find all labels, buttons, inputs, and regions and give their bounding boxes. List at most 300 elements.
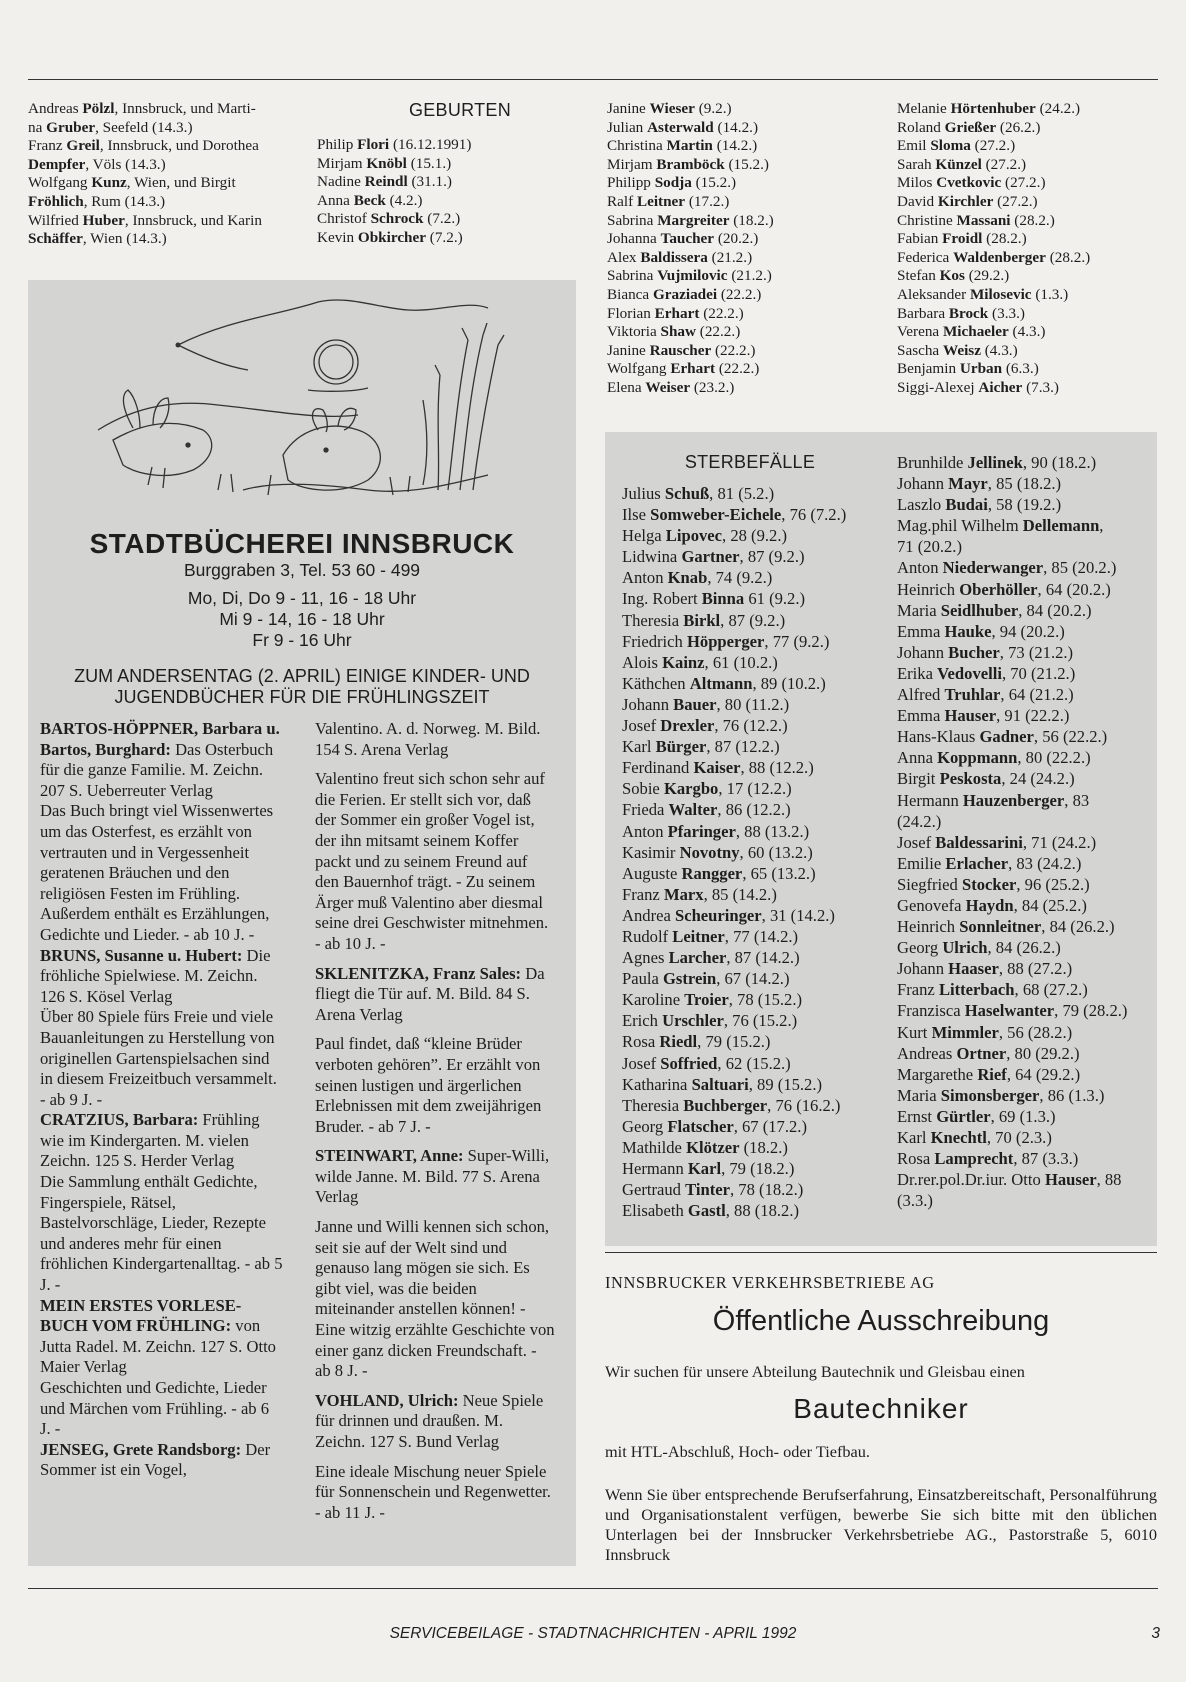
- text-run: (3.3.): [897, 1191, 933, 1211]
- bold-name: Milosevic: [969, 285, 1032, 303]
- list-line: [28, 193, 298, 212]
- bold-name: Gürtler: [936, 1106, 991, 1126]
- text-run: , 84 (20.2.): [1018, 600, 1092, 620]
- bold-name: Kargbo: [663, 779, 719, 799]
- book-paragraph: [40, 1378, 283, 1440]
- text-run: Der Sommer ist ein Vogel,: [40, 1439, 271, 1480]
- text-run: , 56 (22.2.): [1033, 727, 1108, 747]
- list-line: [897, 267, 1167, 286]
- list-line: [622, 1053, 884, 1074]
- text-run: , 70 (2.3.): [986, 1128, 1052, 1147]
- text-run: , Wien, und Birgit: [126, 174, 236, 192]
- text-run: Karl: [622, 737, 656, 757]
- list-line: [897, 119, 1167, 138]
- text-run: Andreas: [28, 100, 83, 117]
- text-run: Barbara: [897, 304, 949, 322]
- text-run: , 79 (15.2.): [697, 1032, 771, 1052]
- text-run: Rudolf: [622, 926, 673, 946]
- bold-name: Tinter: [685, 1180, 730, 1200]
- text-run: Katharina: [622, 1074, 692, 1094]
- text-run: Johann: [897, 959, 949, 979]
- text-run: Siegfried: [897, 874, 962, 894]
- bold-name: Leitner: [636, 192, 686, 210]
- text-run: Da fliegt die Tür auf. M. Bild. 84 S. Arena Verlag: [315, 963, 545, 1024]
- list-line: [897, 1127, 1159, 1148]
- bold-name: Binna: [701, 589, 745, 609]
- text-run: Birgit: [897, 769, 940, 789]
- text-run: Kevin: [317, 228, 358, 246]
- list-line: [622, 736, 884, 757]
- text-run: , 79 (28.2.): [1054, 1001, 1128, 1021]
- marriages-list: [28, 100, 298, 249]
- list-line: [607, 230, 877, 249]
- text-run: , 88 (12.2.): [740, 758, 814, 778]
- text-run: , Rum (14.3.): [83, 192, 166, 210]
- book-paragraph: [40, 719, 283, 801]
- text-run: Karl: [897, 1128, 931, 1147]
- list-line: [897, 853, 1159, 874]
- text-run: , 79 (18.2.): [721, 1159, 795, 1178]
- bold-name: Lipovec: [665, 526, 723, 546]
- bold-name: BRUNS, Susanne u. Hubert:: [40, 945, 243, 965]
- bold-name: Kunz: [91, 174, 127, 192]
- text-run: (31.1.): [407, 173, 452, 191]
- text-run: , Innsbruck, und Dorothea: [99, 137, 259, 155]
- list-line: [607, 119, 877, 138]
- list-line: [622, 673, 884, 694]
- bold-name: Sodja: [654, 174, 692, 192]
- text-run: Josef: [622, 1053, 661, 1073]
- text-run: Das Buch bringt viel Wissenwertes um das Osterfest, es erzählt von vertrauten und in Vergessenheit geratenen Bräuchen und den religiösen Festen im Frühling. Außerdem enthält es Erzählungen, Gedichte und Lieder. - ab 10 J. -: [40, 801, 274, 944]
- text-run: (22.2.): [717, 285, 762, 303]
- text-run: Roland: [897, 118, 945, 136]
- bold-name: Pölzl: [82, 100, 115, 117]
- text-run: Helga: [622, 526, 666, 546]
- list-line: [622, 842, 884, 863]
- book-paragraph: [315, 1217, 555, 1382]
- bold-name: Gartner: [681, 547, 740, 567]
- text-run: (22.2.): [715, 360, 760, 378]
- list-line: [622, 968, 884, 989]
- text-run: (28.2.): [1045, 248, 1091, 266]
- list-line: [897, 249, 1167, 268]
- text-run: (26.2.): [996, 118, 1041, 136]
- text-run: Federica: [897, 248, 954, 266]
- list-line: [622, 778, 884, 799]
- bold-name: Baldissera: [640, 248, 708, 266]
- list-line: [897, 874, 1159, 895]
- text-run: (24.2.): [1035, 100, 1081, 117]
- text-run: Die fröhliche Spielwiese. M. Zeichn. 126 S. Kösel Verlag: [40, 945, 271, 1006]
- list-line: [897, 832, 1159, 853]
- list-line: [897, 600, 1159, 621]
- bold-name: Soffried: [660, 1053, 718, 1073]
- list-line: [622, 525, 884, 546]
- text-run: Philipp: [607, 174, 655, 192]
- list-line: [897, 174, 1167, 193]
- text-run: Christof: [317, 210, 371, 228]
- list-line: [897, 100, 1167, 119]
- list-line: [317, 229, 557, 248]
- text-run: Ing. Robert: [622, 589, 702, 609]
- list-line: [897, 452, 1159, 473]
- text-run: Christine: [897, 211, 957, 229]
- text-run: , 87 (9.2.): [720, 610, 786, 630]
- text-run: Kurt: [897, 1022, 932, 1042]
- text-run: 61 (9.2.): [744, 589, 806, 609]
- bold-name: Erhart: [654, 304, 700, 322]
- text-run: , 28 (9.2.): [722, 526, 787, 546]
- list-line: [897, 705, 1159, 726]
- text-run: , 78 (15.2.): [728, 990, 803, 1010]
- text-run: Florian: [607, 304, 655, 322]
- text-run: na: [28, 118, 47, 136]
- text-run: (29.2.): [964, 267, 1010, 285]
- list-line: [897, 747, 1159, 768]
- text-run: Heinrich: [897, 579, 960, 599]
- text-run: (22.2.): [699, 304, 744, 322]
- bold-name: Reindl: [364, 173, 408, 191]
- text-run: Neue Spiele für drinnen und draußen. M. Zeichn. 127 S. Bund Verlag: [315, 1390, 544, 1451]
- text-run: Brunhilde: [897, 453, 968, 472]
- text-run: , Völs (14.3.): [85, 155, 166, 173]
- text-run: Erika: [897, 663, 938, 683]
- bold-name: Wieser: [649, 100, 695, 117]
- text-run: Bianca: [607, 285, 653, 303]
- text-run: Josef: [622, 716, 661, 736]
- list-line: [897, 979, 1159, 1000]
- text-run: , 86 (12.2.): [717, 800, 791, 820]
- text-run: (17.2.): [685, 192, 730, 210]
- text-run: Anna: [317, 191, 354, 209]
- text-run: (24.2.): [897, 811, 942, 831]
- list-line: [897, 1169, 1159, 1190]
- text-run: (27.2.): [993, 192, 1038, 210]
- bold-name: Urschler: [662, 1011, 724, 1031]
- book-paragraph: [315, 719, 555, 760]
- text-run: (1.3.): [1031, 285, 1069, 303]
- text-run: (28.2.): [982, 230, 1027, 248]
- list-line: [897, 323, 1167, 342]
- bold-name: STEINWART, Anne:: [315, 1146, 464, 1166]
- text-run: Johanna: [607, 230, 661, 248]
- bold-name: Pfaringer: [667, 821, 736, 841]
- text-run: Johann: [622, 694, 674, 714]
- bottom-rule: [28, 1588, 1158, 1589]
- bold-name: Margreiter: [657, 211, 730, 229]
- list-line: [607, 100, 877, 119]
- text-run: , Innsbruck, und Karin: [124, 211, 262, 229]
- bold-name: Haselwanter: [964, 1001, 1055, 1021]
- text-run: (23.2.): [690, 378, 735, 396]
- bold-name: Lamprecht: [934, 1149, 1014, 1169]
- text-run: Elena: [607, 378, 646, 396]
- text-run: Alex: [607, 248, 641, 266]
- ad-intro: Wir suchen für unsere Abteilung Bautechnik und Gleisbau einen: [605, 1362, 1025, 1381]
- book-paragraph: [315, 1462, 555, 1524]
- text-run: , 80 (11.2.): [716, 694, 790, 714]
- bold-name: Leitner: [672, 926, 725, 946]
- text-run: Mirjam: [317, 154, 367, 172]
- text-run: Heinrich: [897, 917, 960, 937]
- text-run: Stefan: [897, 267, 940, 285]
- ad-top-rule: [605, 1252, 1157, 1253]
- text-run: Nadine: [317, 173, 365, 191]
- list-line: [607, 156, 877, 175]
- text-run: Margarethe: [897, 1064, 978, 1084]
- bold-name: Marx: [663, 884, 704, 904]
- text-run: Emma: [897, 706, 945, 726]
- book-paragraph: [315, 769, 555, 954]
- text-run: Wilfried: [28, 211, 83, 229]
- list-line: [897, 230, 1167, 249]
- text-run: Über 80 Spiele fürs Freie und viele Bauanleitungen zu Herstellung von originellen Gartenspielsachen sind in diesem Freizeitbuch versammelt. - ab 9 J. -: [40, 1007, 277, 1109]
- list-line: [622, 1200, 884, 1221]
- text-run: Paula: [622, 969, 664, 989]
- page-number: 3: [1151, 1625, 1160, 1642]
- text-run: , 85 (18.2.): [987, 474, 1062, 494]
- text-run: Mirjam: [607, 155, 657, 173]
- text-run: ,: [1099, 516, 1104, 536]
- text-run: , 84 (25.2.): [1013, 895, 1087, 915]
- list-line: [897, 1022, 1159, 1043]
- list-line: [622, 546, 884, 567]
- text-run: Emma: [897, 621, 945, 641]
- text-run: Valentino freut sich schon sehr auf die Ferien. Er stellt sich vor, daß der Sommer ein großer Vogel ist, der ihn mitsamt seinem Koffer packt und zu seinem Freund auf den Bauernhof trägt. - Zu seinem Ärger muß Valentino aber diesmal seine drei Geschwister mitnehmen. - ab 10 J. -: [315, 769, 549, 953]
- text-run: , 88 (18.2.): [725, 1201, 799, 1221]
- bold-name: BARTOS-HÖPPNER, Barbara u. Bartos, Burghard:: [40, 719, 280, 759]
- text-run: , 88 (13.2.): [735, 821, 810, 841]
- text-run: Franz: [897, 980, 939, 1000]
- list-line: [897, 663, 1159, 684]
- list-line: [317, 155, 557, 174]
- bold-name: Höpperger: [686, 631, 765, 651]
- list-line: [317, 210, 557, 229]
- text-run: (4.2.): [385, 191, 423, 209]
- bold-name: Greil: [66, 137, 100, 155]
- text-run: Benjamin: [897, 360, 960, 378]
- list-line: [897, 212, 1167, 231]
- text-run: Karoline: [622, 990, 685, 1010]
- text-run: , 85 (14.2.): [703, 884, 777, 904]
- list-line: [607, 212, 877, 231]
- text-run: , 96 (25.2.): [1016, 874, 1090, 894]
- text-run: Milos: [897, 174, 937, 192]
- text-run: , 88: [1096, 1170, 1122, 1190]
- bold-name: Kaiser: [693, 758, 741, 778]
- text-run: Kasimir: [622, 842, 680, 862]
- text-run: , 87 (3.3.): [1013, 1149, 1079, 1169]
- text-run: Fabian: [897, 230, 943, 248]
- library-hours-friday: Fr 9 - 16 Uhr: [252, 630, 352, 650]
- bold-name: Knechtl: [930, 1128, 987, 1147]
- text-run: Viktoria: [607, 323, 661, 341]
- bold-name: Haydn: [965, 895, 1014, 915]
- list-line: [897, 768, 1159, 789]
- book-paragraph: [40, 1110, 283, 1172]
- text-run: Anton: [622, 821, 668, 841]
- bold-name: Grießer: [944, 118, 997, 136]
- bold-name: Rangger: [681, 863, 743, 883]
- book-paragraph: [40, 1296, 283, 1378]
- bold-name: Scheuringer: [674, 905, 762, 925]
- bold-name: Gadner: [979, 727, 1034, 747]
- text-run: , 64 (29.2.): [1006, 1064, 1081, 1084]
- text-run: , 77 (9.2.): [764, 631, 830, 651]
- births-column-1: [317, 136, 557, 248]
- list-line: [622, 926, 884, 947]
- list-line: [622, 588, 884, 609]
- bold-name: Bramböck: [656, 155, 725, 173]
- text-run: Maria: [897, 1085, 941, 1105]
- list-line: [622, 1031, 884, 1052]
- text-run: , 65 (13.2.): [742, 863, 816, 883]
- library-headline: [28, 666, 576, 708]
- list-line: [897, 1000, 1159, 1021]
- bold-name: Truhlar: [944, 685, 1001, 705]
- bold-name: Rauscher: [649, 341, 712, 359]
- bold-name: Taucher: [660, 230, 715, 248]
- text-run: Anna: [897, 748, 938, 768]
- text-run: Julian: [607, 118, 648, 136]
- text-run: , 94 (20.2.): [991, 621, 1065, 641]
- text-run: Wolfgang: [607, 360, 671, 378]
- list-line: [607, 174, 877, 193]
- bold-name: Peskosta: [939, 769, 1002, 789]
- bold-name: Bürger: [655, 737, 707, 757]
- list-line: [897, 286, 1167, 305]
- text-run: , 80 (22.2.): [1017, 748, 1091, 768]
- list-line: [897, 557, 1159, 578]
- text-run: Alois: [622, 652, 663, 672]
- footer-text: SERVICEBEILAGE - STADTNACHRICHTEN - APRIL 1992: [389, 1625, 797, 1642]
- list-line: [607, 137, 877, 156]
- bold-name: Karl: [687, 1159, 722, 1178]
- text-run: (3.3.): [988, 304, 1025, 322]
- bold-name: Novotny: [679, 842, 740, 862]
- bold-name: Graziadei: [652, 285, 718, 303]
- list-line: [897, 726, 1159, 747]
- bold-name: VOHLAND, Ulrich:: [315, 1390, 459, 1410]
- text-run: Ilse: [622, 505, 651, 525]
- text-run: , 85 (20.2.): [1043, 558, 1117, 578]
- text-run: Sarah: [897, 155, 936, 173]
- text-run: (15.2.): [724, 155, 769, 173]
- text-run: (21.2.): [707, 248, 753, 266]
- bold-name: Stocker: [961, 874, 1017, 894]
- bold-name: Gastl: [687, 1201, 726, 1221]
- text-run: , 70 (21.2.): [1001, 663, 1076, 683]
- book-paragraph: [315, 1146, 555, 1208]
- text-run: Wolfgang: [28, 174, 92, 192]
- rabbits-illustration: [28, 280, 576, 530]
- text-run: Rosa: [622, 1032, 660, 1052]
- text-run: Frühling wie im Kindergarten. M. vielen Zeichn. 125 S. Herder Verlag: [40, 1110, 260, 1171]
- bold-name: Waldenberger: [953, 248, 1046, 266]
- text-run: , 87 (14.2.): [726, 948, 800, 968]
- text-run: Franz: [622, 884, 664, 904]
- bold-name: Riedl: [659, 1032, 698, 1052]
- library-name: STADTBÜCHEREI INNSBRUCK: [89, 528, 515, 559]
- text-run: (6.3.): [1002, 360, 1039, 378]
- library-hours-wednesday: Mi 9 - 14, 16 - 18 Uhr: [219, 609, 385, 629]
- list-line: [897, 790, 1159, 811]
- bold-name: Jellinek: [967, 453, 1023, 472]
- ad-body: Wenn Sie über entsprechende Berufserfahrung, Einsatzbereitschaft, Personalführung und Organisationstalent verfügen, bewerbe Sie sich bitte mit den üblichen Unterlagen bei der Innsbrucker Verkehrsbetriebe AG., Pastorstraße 5, 6010 Innsbruck: [605, 1485, 1157, 1564]
- births-column-3: [897, 100, 1167, 398]
- text-run: Philip: [317, 136, 358, 153]
- text-run: Gertraud: [622, 1180, 686, 1200]
- book-paragraph: [315, 1034, 555, 1137]
- text-run: , 77 (14.2.): [724, 926, 799, 946]
- bold-name: Flori: [357, 136, 390, 153]
- text-run: , 64 (20.2.): [1037, 579, 1111, 599]
- text-run: Eine ideale Mischung neuer Spiele für Sonnenschein und Regenwetter. - ab 11 J. -: [315, 1461, 551, 1522]
- text-run: Christina: [607, 137, 667, 155]
- deaths-column-2: [897, 452, 1159, 1211]
- list-line: [897, 642, 1159, 663]
- list-line: [897, 305, 1167, 324]
- list-line: [897, 379, 1167, 398]
- text-run: , 71 (24.2.): [1022, 832, 1097, 852]
- text-run: , 76 (7.2.): [781, 505, 847, 525]
- text-run: , Seefeld (14.3.): [95, 118, 193, 136]
- text-run: Elisabeth: [622, 1201, 688, 1221]
- text-run: , 31 (14.2.): [761, 905, 835, 925]
- list-line: [622, 610, 884, 631]
- list-line: [28, 100, 298, 119]
- list-line: [897, 579, 1159, 600]
- bold-name: Hörtenhuber: [950, 100, 1036, 117]
- bold-name: Ulrich: [942, 938, 988, 958]
- list-line: [897, 1043, 1159, 1064]
- list-line: [622, 715, 884, 736]
- text-run: Emil: [897, 137, 931, 155]
- text-run: , 24 (24.2.): [1001, 769, 1075, 789]
- list-line: [622, 567, 884, 588]
- list-line: [607, 342, 877, 361]
- bold-name: Huber: [82, 211, 125, 229]
- list-line: [897, 536, 1159, 557]
- text-run: , 62 (15.2.): [717, 1053, 791, 1073]
- bold-name: Hauke: [944, 621, 992, 641]
- bold-name: Sonnleitner: [959, 917, 1042, 937]
- text-run: , 87 (9.2.): [739, 547, 805, 567]
- list-line: [897, 473, 1159, 494]
- list-line: [897, 958, 1159, 979]
- list-line: [607, 286, 877, 305]
- text-run: Franzisca: [897, 1001, 965, 1021]
- list-line: [622, 1074, 884, 1095]
- text-run: Melanie: [897, 100, 951, 117]
- ad-title: Öffentliche Ausschreibung: [712, 1305, 1050, 1337]
- bold-name: MEIN ERSTES VORLESE-BUCH VOM FRÜHLING:: [40, 1295, 242, 1336]
- text-run: , 67 (17.2.): [733, 1116, 807, 1136]
- book-paragraph: [40, 1440, 283, 1481]
- bold-name: Koppmann: [937, 748, 1018, 768]
- text-run: Julius: [622, 484, 665, 503]
- text-run: (7.2.): [423, 210, 461, 228]
- text-run: (15.1.): [406, 154, 452, 172]
- text-run: Janine: [607, 100, 650, 117]
- text-run: (21.2.): [727, 267, 772, 285]
- bold-name: Schäffer: [28, 230, 83, 248]
- text-run: , 68 (27.2.): [1014, 980, 1088, 1000]
- list-line: [897, 1190, 1159, 1211]
- list-line: [607, 267, 877, 286]
- text-run: , 83: [1064, 790, 1090, 810]
- text-run: Die Sammlung enthält Gedichte, Fingerspiele, Rätsel, Bastelvorschläge, Lieder, Rezepte und anderes mehr für einen fröhlichen Kindergartenalltag. - ab 5 J. -: [40, 1172, 283, 1295]
